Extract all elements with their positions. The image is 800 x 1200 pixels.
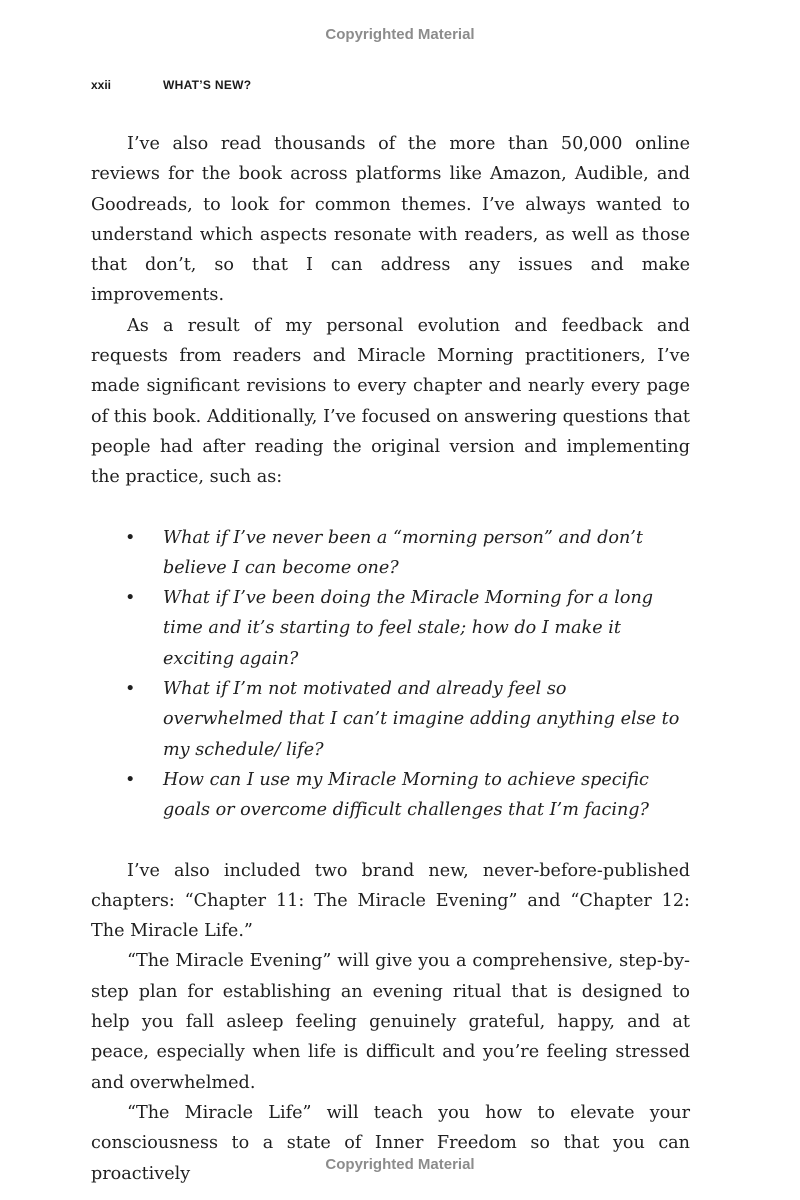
paragraph: “The Miracle Evening” will give you a comprehensive, step-by-step plan for establishing an evening ritual that is designed to help you fall asleep feeling genuinely grateful, happy, and at peace, especially when life is difficult and you’re feeling stressed and overwhelmed. bbox=[91, 951, 690, 1093]
bullet-icon: • bbox=[125, 588, 136, 609]
list-item bbox=[91, 583, 690, 674]
page-number: xxii bbox=[91, 78, 112, 92]
list-item-text: What if I’ve never been a “morning person” and don’t believe I can become one? bbox=[163, 527, 643, 578]
paragraph: As a result of my personal evolution and feedback and requests from readers and Miracle Morning practitioners, I’ve made significant revisions to every chapter and nearly every page of this book. Additionally, I’ve focused on answering questions that people had after reading the original version and implementing the practice, such as: bbox=[91, 315, 690, 488]
section-title: WHAT’S NEW? bbox=[163, 78, 252, 92]
list-item bbox=[91, 765, 690, 826]
list-item-text: How can I use my Miracle Morning to achieve specific goals or overcome difficult challenges that I’m facing? bbox=[163, 769, 649, 821]
body-text bbox=[91, 129, 690, 1189]
copyright-watermark-bottom: Copyrighted Material bbox=[325, 1156, 475, 1173]
list-item bbox=[91, 523, 690, 584]
list-item-text: What if I’ve been doing the Miracle Morning for a long time and it’s starting to feel stale; how do I make it exciting again? bbox=[163, 588, 654, 669]
running-head bbox=[91, 78, 251, 92]
paragraph: “The Miracle Life” will teach you how to elevate your consciousness to a state of Inner Freedom so that you can proactively bbox=[91, 1102, 690, 1184]
bullet-icon: • bbox=[125, 769, 136, 790]
list-item-text: What if I’m not motivated and already feel so overwhelmed that I can’t imagine adding anything else to my schedule/ life? bbox=[163, 679, 680, 760]
bullet-icon: • bbox=[125, 527, 136, 548]
question-list bbox=[91, 523, 690, 826]
paragraph: I’ve also included two brand new, never-before-published chapters: “Chapter 11: The Miracle Evening” and “Chapter 12: The Miracle Life.” bbox=[91, 860, 690, 942]
bullet-icon: • bbox=[125, 679, 136, 700]
list-item bbox=[91, 674, 690, 765]
copyright-watermark-top: Copyrighted Material bbox=[325, 26, 475, 43]
paragraph: I’ve also read thousands of the more than 50,000 online reviews for the book across platforms like Amazon, Audible, and Goodreads, to look for common themes. I’ve always wanted to understand which aspects resonate with readers, as well as those that don’t, so that I can address any issues and make improvements. bbox=[91, 134, 690, 306]
